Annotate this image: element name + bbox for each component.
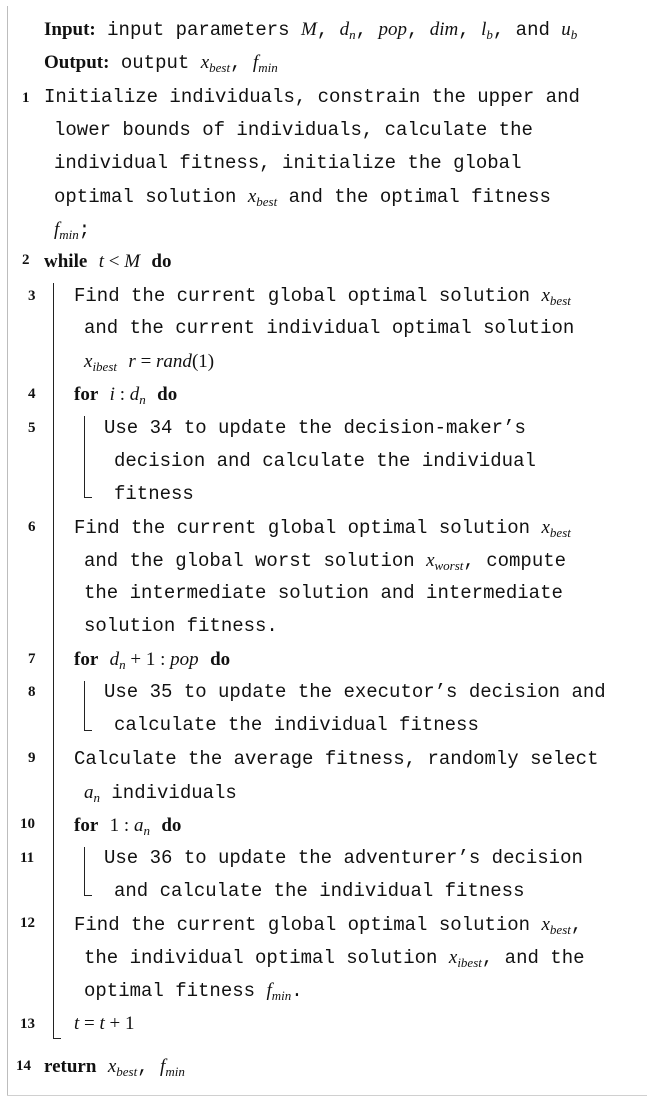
step-text: $x_{ibest}$ r = rand(1) xyxy=(84,351,215,374)
step-text: Use 35 to update the executor’s decision and xyxy=(104,681,606,703)
while-body-end xyxy=(53,1038,61,1039)
while-line: while t < M do xyxy=(44,251,172,272)
frame-bottom-rule xyxy=(7,1095,647,1096)
step-text: $f_{min}$; xyxy=(54,219,91,242)
for-body-bar xyxy=(84,681,85,731)
step-text: decision and calculate the individual xyxy=(114,450,536,472)
for-line: for $d_n + 1$ : pop do xyxy=(74,649,231,672)
input-label: Input: xyxy=(44,19,96,40)
step-text: individual fitness, initialize the global xyxy=(54,152,522,174)
line-number: 5 xyxy=(28,420,36,436)
line-number: 4 xyxy=(28,386,36,402)
line-number: 9 xyxy=(28,750,36,766)
input-text: input parameters xyxy=(107,19,290,41)
step-text: the individual optimal solution $x_{ibest}$, and the xyxy=(84,947,585,970)
step-text: optimal solution $x_{best}$ and the optimal fitness xyxy=(54,186,551,209)
for-body-end xyxy=(84,730,92,731)
line-number: 13 xyxy=(20,1016,35,1032)
step-text: Use 34 to update the decision-maker’s xyxy=(104,417,526,439)
for-body-end xyxy=(84,497,92,498)
line-number: 8 xyxy=(28,684,36,700)
step-text: and the current individual optimal solution xyxy=(84,317,575,339)
output-label: Output: xyxy=(44,52,110,73)
for-line: for 1 : $a_n$ do xyxy=(74,815,182,838)
step-text: calculate the individual fitness xyxy=(114,714,479,736)
step-text: optimal fitness $f_{min}$. xyxy=(84,980,303,1003)
line-number: 2 xyxy=(22,252,30,268)
line-number: 11 xyxy=(20,850,35,866)
step-text: Use 36 to update the adventurer’s decision xyxy=(104,847,583,869)
line-number: 6 xyxy=(28,519,36,535)
step-text: solution fitness. xyxy=(84,615,278,637)
line-number: 12 xyxy=(20,915,35,931)
for-body-bar xyxy=(84,416,85,498)
step-text: Calculate the average fitness, randomly select xyxy=(74,748,599,770)
step-text: lower bounds of individuals, calculate the xyxy=(54,119,533,141)
line-number: 7 xyxy=(28,651,36,667)
for-body-bar xyxy=(84,847,85,896)
step-text: t = t + 1 xyxy=(74,1013,135,1034)
for-line: for i : $d_n$ do xyxy=(74,384,178,407)
step-text: $a_n$ individuals xyxy=(84,782,237,805)
step-text: and the global worst solution $x_{worst}$, compute xyxy=(84,550,567,573)
return-line: return $x_{best}$, $f_{min}$ xyxy=(44,1056,185,1079)
line-number: 1 xyxy=(22,90,30,106)
while-body-bar xyxy=(53,283,54,1039)
output-text: output xyxy=(120,52,190,74)
step-text: and calculate the individual fitness xyxy=(114,880,525,902)
step-text: Find the current global optimal solution $x_{best}$ xyxy=(74,517,571,540)
line-number: 10 xyxy=(20,816,35,832)
output-line: Output: output $x_{best}$, $f_{min}$ xyxy=(44,52,278,75)
step-text: Find the current global optimal solution $x_{best}$ xyxy=(74,285,571,308)
step-text: Find the current global optimal solution $x_{best}$, xyxy=(74,914,583,937)
for-body-end xyxy=(84,895,92,896)
frame-left-rule xyxy=(7,6,8,1096)
input-line: Input: input parameters M, $d_n$, pop, dim, $l_b$, and $u_b$ xyxy=(44,19,578,42)
step-text: Initialize individuals, constrain the upper and xyxy=(44,86,580,108)
step-text: the intermediate solution and intermediate xyxy=(84,582,563,604)
line-number: 14 xyxy=(16,1058,31,1074)
step-text: fitness xyxy=(114,483,194,505)
line-number: 3 xyxy=(28,288,36,304)
